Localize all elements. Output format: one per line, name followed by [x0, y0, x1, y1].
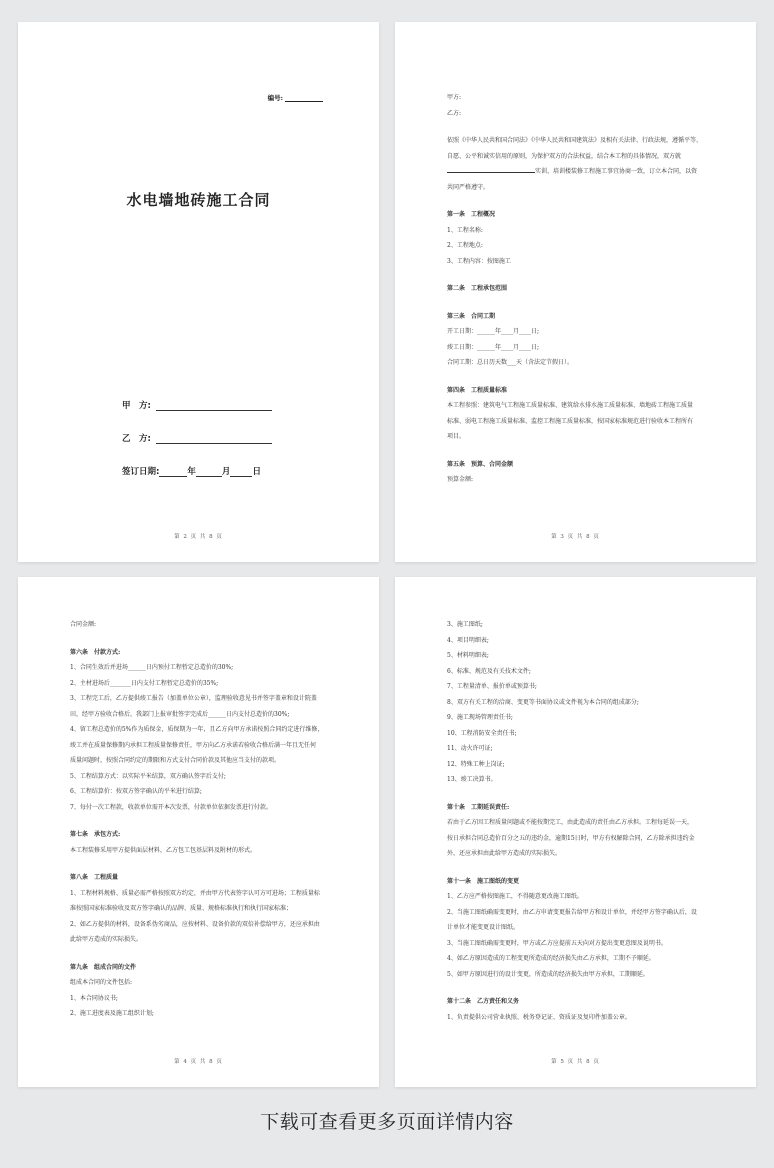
text-line-content: 第三条 合同工期 — [447, 312, 496, 320]
text-line — [70, 660, 337, 676]
text-line-content: 10、工程消防安全责任书; — [447, 729, 517, 737]
contract-number-blank — [285, 95, 323, 102]
text-line-content: 实训、培训楼装修工程施工事宜协商一致，订立本合同，以资 — [535, 168, 698, 175]
paragraph-gap — [447, 371, 714, 383]
month-label: 月 — [221, 467, 231, 477]
paragraph-gap — [447, 121, 714, 133]
contract-title: 水电墙地砖施工合同 — [126, 191, 271, 209]
text-line-content: 4、如乙方原因造成的工程变更所造成的经济损失由乙方承担，工期不予顺延。 — [447, 955, 655, 962]
text-line-content: 第五条 预算、合同金额 — [447, 460, 514, 468]
text-line — [447, 846, 714, 862]
text-line — [70, 1006, 337, 1022]
day-label: 日 — [252, 467, 261, 477]
text-line-content: 第一条 工程概况 — [447, 211, 496, 218]
text-line-content: 本工程参照：建筑电气工程施工质量标准、建筑给水排水施工质量标准、墙地砖工程施工质量 — [447, 402, 694, 409]
text-line — [447, 905, 714, 921]
text-line — [447, 695, 714, 711]
text-line — [447, 741, 714, 757]
text-line-content: 3、工程内容：按图施工 — [447, 257, 511, 265]
text-line-content: 2、施工进度表及施工组织计划; — [70, 1010, 154, 1017]
download-caption: 下载可查看更多页面详情内容 — [260, 1111, 514, 1133]
text-line-content: 2、主材进场后_______日内支付工程暂定总造价的35%; — [70, 679, 219, 687]
text-line — [70, 707, 337, 723]
text-line-content: 乙方: — [447, 109, 462, 117]
text-line — [447, 710, 714, 726]
text-line — [447, 757, 714, 773]
paragraph-gap — [447, 862, 714, 874]
text-line — [447, 90, 714, 106]
text-line-content: 若由于乙方因工程质量问题或不能按期完工，由此造成的责任由乙方承担。工程每延误一天， — [447, 819, 694, 826]
month-blank — [196, 467, 222, 477]
text-line — [447, 340, 714, 356]
text-line — [70, 738, 337, 754]
paragraph-gap — [70, 815, 337, 827]
text-line — [447, 831, 714, 847]
text-line-content: 4、项目明细表; — [447, 636, 489, 644]
page-4-body — [70, 617, 337, 1022]
section-heading — [447, 800, 714, 816]
text-line-content: 准按照国家标准验收及双方签字确认的品牌、质量、规格标准执行和执行国家标准； — [70, 905, 293, 912]
section-heading — [447, 207, 714, 223]
party-b-blank — [156, 434, 272, 444]
text-line-content: 1、本合同协议书; — [70, 994, 118, 1002]
text-line — [70, 691, 337, 707]
party-a-line — [122, 399, 272, 411]
paragraph-gap — [70, 948, 337, 960]
text-line — [70, 991, 337, 1007]
text-line-content: 组成本合同的文件包括: — [70, 979, 133, 986]
text-line — [447, 149, 714, 165]
fill-blank — [447, 166, 535, 173]
text-line-content: 7、工程量清单、报价单或预算书; — [447, 683, 537, 690]
text-line-content: 合同金额: — [70, 621, 97, 628]
text-line-content: 6、标准、规范及有关技术文件; — [447, 667, 531, 675]
party-a-blank — [156, 401, 272, 411]
section-heading — [447, 383, 714, 399]
page-footer: 第 3 页 共 8 页 — [551, 534, 600, 540]
text-line — [447, 238, 714, 254]
text-line-content: 质量问题时，按照合同约定的期限和方式支付合同价款及其他应当支付的款项。 — [70, 757, 281, 764]
text-line — [447, 648, 714, 664]
text-line — [447, 1010, 714, 1026]
sign-date-label: 签订日期: — [122, 467, 160, 477]
text-line — [447, 355, 714, 371]
text-line-content: 第十二条 乙方责任和义务 — [447, 998, 520, 1005]
page-3-body — [447, 90, 714, 488]
text-line-content: 8、双方有关工程的洽商、变更等书面协议或文件视为本合同的组成部分; — [447, 698, 639, 706]
section-heading — [70, 645, 337, 661]
text-line — [447, 936, 714, 952]
text-line — [70, 784, 337, 800]
text-line — [70, 917, 337, 933]
text-line — [70, 769, 337, 785]
paragraph-gap — [447, 788, 714, 800]
text-line — [447, 617, 714, 633]
text-line — [447, 679, 714, 695]
page-5-body — [447, 617, 714, 1025]
text-line-content: 1、合同生效后并进场______日内预付工程暂定总造价的30%; — [70, 664, 234, 671]
text-line — [447, 772, 714, 788]
text-line-content: 2、如乙方提供的材料，设备系伪劣商品，应按材料、设备价款的双倍补偿给甲方，还应承担由 — [70, 920, 320, 928]
text-line-content: 3、工程完工后，乙方提供竣工报告（加盖单位公章），监理验收意见书并签字盖章和设计院盖 — [70, 695, 317, 702]
year-label: 年 — [187, 467, 196, 477]
text-line — [447, 324, 714, 340]
paragraph-gap — [447, 297, 714, 309]
text-line-content: 2、当施工图纸确需变更时，由乙方申请变更报告给甲方和设计单位，并经甲方签字确认后，设 — [447, 908, 697, 916]
text-line-content: 12、特殊工种上岗证; — [447, 760, 505, 768]
page-footer: 第 2 页 共 8 页 — [174, 534, 223, 540]
text-line — [447, 815, 714, 831]
paragraph-gap — [447, 982, 714, 994]
text-line-content: 开工日期：______年____月____日; — [447, 328, 540, 335]
day-blank — [230, 467, 252, 477]
text-line-content: 11、动火许可证; — [447, 745, 493, 752]
text-line — [447, 920, 714, 936]
text-line — [447, 967, 714, 983]
text-line-content: 甲方: — [447, 94, 462, 101]
text-line — [70, 617, 337, 633]
text-line-content: 第二条 工程承包范围 — [447, 285, 508, 292]
text-line-content: 共同严格遵守。 — [447, 183, 490, 191]
text-line — [70, 886, 337, 902]
text-line-content: 3、当施工图纸确需变更时，甲方或乙方应提前五天向对方提出变更意图及说明书。 — [447, 939, 667, 947]
text-line-content: 本工程装修采用甲方提供面层材料，乙方包工包基层料及附材的形式。 — [70, 846, 257, 854]
text-line-content: 1、工程名称: — [447, 226, 483, 234]
section-heading — [447, 281, 714, 297]
section-heading — [70, 960, 337, 976]
text-line — [70, 843, 337, 859]
section-heading — [447, 874, 714, 890]
paragraph-gap — [447, 195, 714, 207]
page-footer: 第 4 页 共 8 页 — [174, 1059, 223, 1065]
section-heading — [447, 994, 714, 1010]
text-line — [70, 932, 337, 948]
page-4 — [18, 577, 379, 1087]
text-line-content: 第七条 承包方式: — [70, 831, 121, 838]
year-blank — [159, 467, 187, 477]
section-heading — [447, 457, 714, 473]
party-a-label: 甲 方: — [122, 401, 151, 411]
text-line-content: 标准、弱电工程施工质量标准、监控工程施工质量标准，按国家标准规范进行验收本工程所有 — [447, 417, 694, 425]
text-line-content: 7、每付一次工程款，收款单位需开本次发票，付款单位依据发票进行付款。 — [70, 803, 272, 811]
text-line — [447, 414, 714, 430]
text-line-content: 6、工程结算价：按双方签字确认的平米进行结算; — [70, 788, 202, 795]
text-line-content: 计单位才能变更设计图纸。 — [447, 924, 520, 931]
text-line-content: 5、材料明细表; — [447, 652, 489, 659]
section-heading — [447, 309, 714, 325]
text-line — [70, 901, 337, 917]
text-line-content: 自愿、公平和诚实信用的原则，为保护双方的合法权益，结合本工程的具体情况，双方就 — [447, 152, 682, 160]
text-line — [70, 800, 337, 816]
text-line — [447, 164, 714, 180]
section-heading — [70, 827, 337, 843]
text-line — [447, 472, 714, 488]
text-line — [447, 106, 714, 122]
text-line — [447, 633, 714, 649]
text-line — [70, 753, 337, 769]
paragraph-gap — [447, 445, 714, 457]
text-line — [447, 889, 714, 905]
section-heading — [70, 870, 337, 886]
text-line — [70, 975, 337, 991]
text-line — [447, 429, 714, 445]
text-line-content: 3、施工图纸; — [447, 621, 483, 628]
paragraph-gap — [447, 269, 714, 281]
contract-number-label: 编号: — [267, 94, 283, 102]
page-cover — [18, 22, 379, 562]
text-line-content: 合同工期：总日历天数___天（含法定节假日）。 — [447, 359, 574, 366]
text-line — [447, 223, 714, 239]
paragraph-gap — [70, 633, 337, 645]
text-line-content: 竣工日期：______年____月____日; — [447, 343, 540, 351]
text-line-content: 1、乙方应严格按图施工，不得随意更改施工图纸。 — [447, 893, 583, 900]
text-line-content: 第九条 组成合同的文件 — [70, 963, 137, 971]
text-line — [70, 722, 337, 738]
text-line-content: 9、施工现场管理责任书; — [447, 714, 513, 721]
sign-date-line — [122, 465, 261, 477]
text-line-content: 2、工程地点: — [447, 242, 483, 249]
page-footer: 第 5 页 共 8 页 — [551, 1059, 600, 1065]
text-line-content: 竣工并在质量保修期内承担工程质量保修责任，甲方向乙方承诺若验收合格后满一年且无任何 — [70, 741, 317, 749]
text-line-content: 依照《中华人民共和国合同法》《中华人民共和国建筑法》及相有关法律、行政法规，遵循平等、 — [447, 137, 703, 144]
text-line — [447, 180, 714, 196]
text-line-content: 预算金额: — [447, 476, 474, 483]
text-line-content: 田，经甲方验收合格后，我部门上报审批签字完成后______日内支付总造价的30%; — [70, 710, 290, 718]
text-line — [70, 676, 337, 692]
contract-number — [268, 93, 323, 102]
text-line — [447, 398, 714, 414]
text-line-content: 5、工程结算方式：以实际平米结算，双方确认签字后支付; — [70, 772, 226, 780]
party-b-label: 乙 方: — [122, 434, 151, 444]
text-line-content: 第八条 工程质量 — [70, 874, 119, 881]
text-line-content: 4、留工程总造价的5%作为质保金，质保期为一年，且乙方向甲方承诺按照合同约定进行维修， — [70, 726, 324, 733]
text-line-content: 第四条 工程质量标准 — [447, 386, 508, 394]
text-line — [447, 726, 714, 742]
party-b-line — [122, 432, 272, 444]
text-line — [447, 254, 714, 270]
text-line-content: 第十条 工期延误责任: — [447, 803, 510, 811]
text-line — [447, 664, 714, 680]
text-line-content: 1、工程材料规格、质量必需严格按照双方约定，并由甲方代表签字认可方可进场；工程质量标 — [70, 889, 320, 897]
text-line-content: 按日承担合同总造价百分之五的违约金，逾期15日时，甲方有权解除合同，乙方除承担违约金 — [447, 834, 695, 842]
text-line-content: 1、负责提供公司营业执照、税务登记证、资质证及复印件加盖公章。 — [447, 1013, 631, 1021]
page-5 — [395, 577, 756, 1087]
text-line — [447, 133, 714, 149]
text-line-content: 13、竣工决算书。 — [447, 776, 497, 783]
text-line-content: 外，还应承担由此给甲方造成的实际损失。 — [447, 850, 562, 857]
text-line — [447, 951, 714, 967]
text-line-content: 第十一条 施工图纸的变更 — [447, 877, 520, 885]
text-line-content: 5、如甲方原因进行的设计变更，所造成的经济损失由甲方承担，工期顺延。 — [447, 970, 649, 978]
page-3 — [395, 22, 756, 562]
text-line-content: 项目。 — [447, 433, 466, 440]
paragraph-gap — [70, 858, 337, 870]
text-line-content: 此给甲方造成的实际损失。 — [70, 936, 143, 943]
text-line-content: 第六条 付款方式: — [70, 648, 121, 656]
